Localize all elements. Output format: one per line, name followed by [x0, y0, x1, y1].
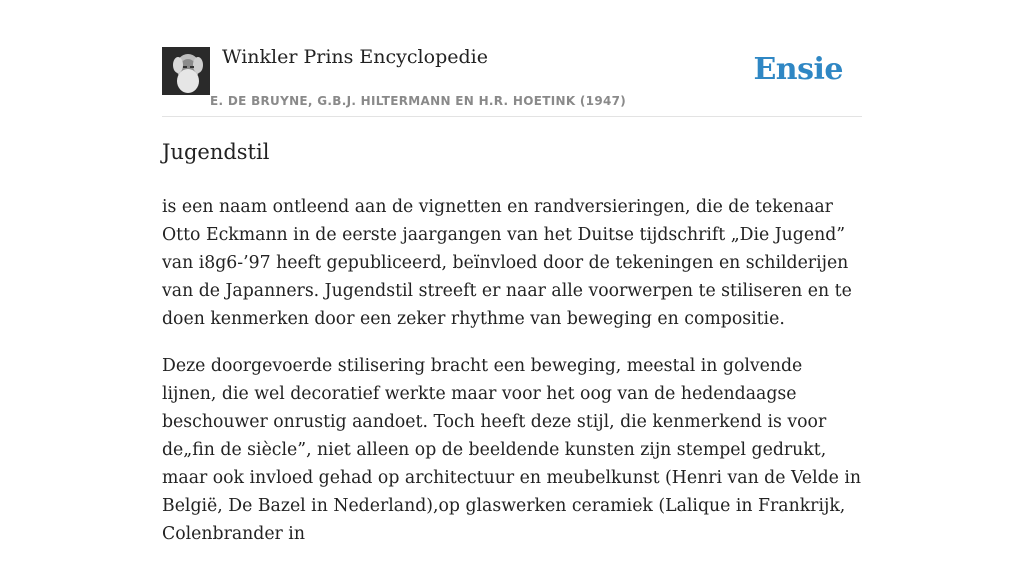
article-paragraph-1: is een naam ontleend aan de vignetten en randversieringen, die de tekenaar Otto Eckmann in de eerste jaargangen van het Duitse tijdschrift „Die Jugend” van i8g6-’97 heeft gepubliceerd, beïnvloed door de tekeningen en schilderijen van de Japanners. Jugendstil streeft er naar alle voorwerpen te stiliseren en te doen kenmerken door een zeker rhythme van beweging en compositie. — [162, 197, 852, 329]
ensie-logo-link[interactable]: Ensie — [753, 52, 843, 87]
author-avatar[interactable] — [162, 47, 210, 95]
article-body — [162, 193, 862, 567]
source-title[interactable]: Winkler Prins Encyclopedie — [222, 46, 488, 68]
portrait-image — [162, 47, 210, 95]
article-paragraph-2: Deze doorgevoerde stilisering bracht een beweging, meestal in golvende lijnen, die wel decoratief werkte maar voor het oog van de hedendaagse beschouwer onrustig aandoet. Toch heeft deze stijl, die kenmerkend is voor de„fin de siècle”, niet alleen op de beeldende kunsten zijn stempel gedrukt, maar ook invloed gehad op architectuur en meubelkunst (Henri van de Velde in België, De Bazel in Nederland),op glaswerken ceramiek (Lalique in Frankrijk, Colenbrander in — [162, 356, 862, 544]
page — [162, 0, 862, 544]
header — [162, 0, 862, 117]
article-title: Jugendstil — [162, 140, 270, 164]
source-authors: E. DE BRUYNE, G.B.J. HILTERMANN EN H.R. HOETINK (1947) — [210, 94, 627, 108]
